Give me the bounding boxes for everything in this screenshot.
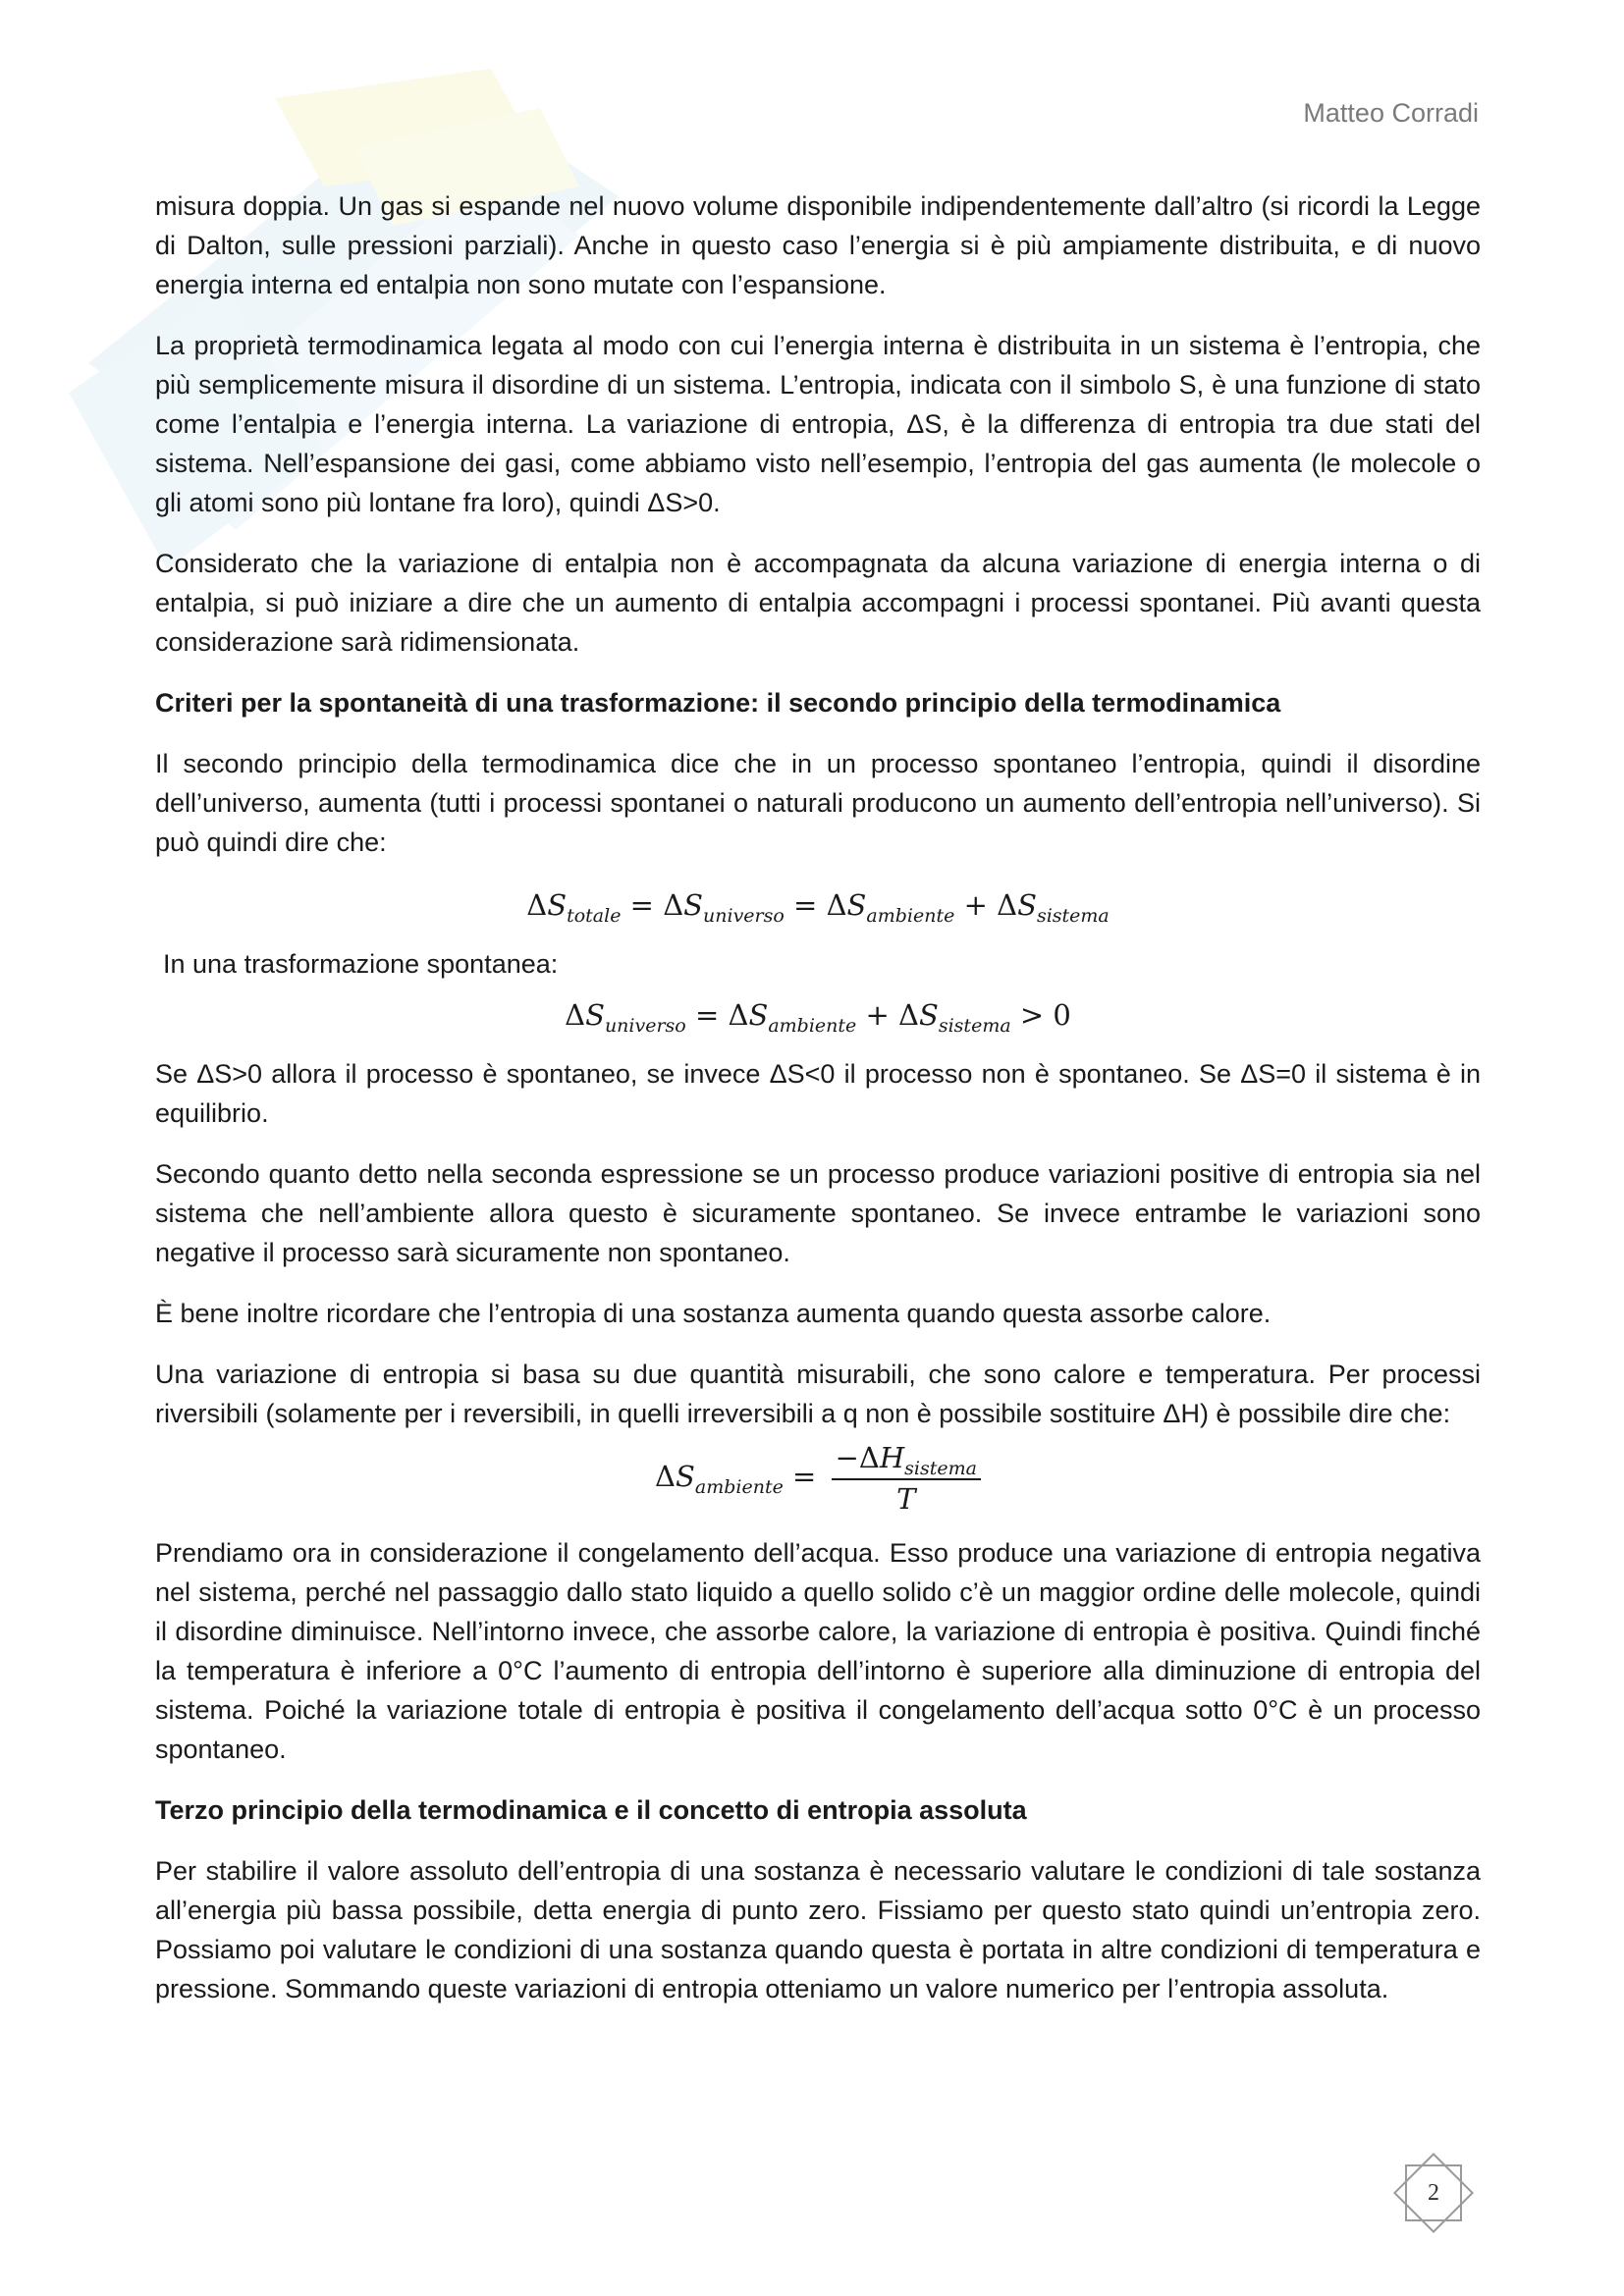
paragraph: In una trasformazione spontanea:: [163, 949, 559, 979]
section-heading: Criteri per la spontaneità di una trasformazione: il secondo principio della termodinamica: [155, 688, 1281, 718]
section-heading: Terzo principio della termodinamica e il concetto di entropia assoluta: [155, 1795, 1027, 1825]
paragraph: Prendiamo ora in considerazione il congelamento dell’acqua. Esso produce una variazione di entropia negativa nel sistema, perché nel passaggio dallo stato liquido a quello solido c’è un maggior ordine delle molecole, quindi il disordine diminuisce. Nell’intorno invece, che assorbe calore, la variazione di entropia è positiva. Quindi finché la temperatura è inferiore a 0°C l’aumento di entropia dell’intorno è superiore alla diminuzione di entropia del sistema. Poiché la variazione totale di entropia è positiva il congelamento dell’acqua sotto 0°C è un processo spontaneo.: [155, 1538, 1481, 1764]
paragraph: Per stabilire il valore assoluto dell’entropia di una sostanza è necessario valutare le condizioni di tale sostanza all’energia più bassa possibile, detta energia di punto zero. Fissiamo per questo stato quindi un’entropia zero. Possiamo poi valutare le condizioni di una sostanza quando questa è portata in altre condizioni di temperatura e pressione. Sommando queste variazioni di entropia otteniamo un valore numerico per l’entropia assoluta.: [155, 1856, 1481, 2003]
fraction: $\frac{-\Delta H_{sistema}}{T}$: [832, 1439, 981, 1518]
formula-entropy-ambient: $\Delta S_{ambiente}$ = $\frac{-\Delta H_{sistema}}{T}$: [155, 1439, 1481, 1518]
paragraph: Considerato che la variazione di entalpia non è accompagnata da alcuna variazione di energia interna o di entalpia, si può iniziare a dire che un aumento di entalpia accompagni i processi spontanei. Più avanti questa considerazione sarà ridimensionata.: [155, 549, 1481, 657]
paragraph: È bene inoltre ricordare che l’entropia di una sostanza aumenta quando questa assorbe calore.: [155, 1299, 1272, 1328]
page-number: 2: [1428, 2180, 1439, 2206]
paragraph: Il secondo principio della termodinamica dice che in un processo spontaneo l’entropia, quindi il disordine dell’universo, aumenta (tutti i processi spontanei o naturali producono un aumento dell’entropia nell’universo). Si può quindi dire che:: [155, 749, 1481, 857]
header-author: Matteo Corradi: [1303, 98, 1479, 128]
formula-entropy-total: $\Delta S_{totale} = \Delta S_{universo} = \Delta S_{ambiente} + \Delta S_{sistema}$: [526, 888, 1110, 927]
paragraph: Una variazione di entropia si basa su due quantità misurabili, che sono calore e temperatura. Per processi riversibili (solamente per i reversibili, in quelli irreversibili a q non è possibile sostituire ΔH) è possibile dire che:: [155, 1360, 1481, 1428]
formula-entropy-spontaneous: $\Delta S_{universo} = \Delta S_{ambiente} + \Delta S_{sistema} > 0$: [565, 998, 1071, 1037]
paragraph: La proprietà termodinamica legata al modo con cui l’energia interna è distribuita in un sistema è l’entropia, che più semplicemente misura il disordine di un sistema. L’entropia, indicata con il simbolo S, è una funzione di stato come l’entalpia e l’energia interna. La variazione di entropia, ΔS, è la differenza di entropia tra due stati del sistema. Nell’espansione dei gasi, come abbiamo visto nell’esempio, l’entropia del gas aumenta (le molecole o gli atomi sono più lontane fra loro), quindi ΔS>0.: [155, 331, 1481, 517]
paragraph: misura doppia. Un gas si espande nel nuovo volume disponibile indipendentemente dall’altro (si ricordi la Legge di Dalton, sulle pressioni parziali). Anche in questo caso l’energia si è più ampiamente distribuita, e di nuovo energia interna ed entalpia non sono mutate con l’espansione.: [155, 191, 1481, 299]
page-content: [155, 187, 1481, 2030]
paragraph: Secondo quanto detto nella seconda espressione se un processo produce variazioni positive di entropia sia nel sistema che nell’ambiente allora questo è sicuramente spontaneo. Se invece entrambe le variazioni sono negative il processo sarà sicuramente non spontaneo.: [155, 1159, 1481, 1267]
paragraph: Se ΔS>0 allora il processo è spontaneo, se invece ΔS<0 il processo non è spontaneo. Se ΔS=0 il sistema è in equilibrio.: [155, 1059, 1481, 1128]
